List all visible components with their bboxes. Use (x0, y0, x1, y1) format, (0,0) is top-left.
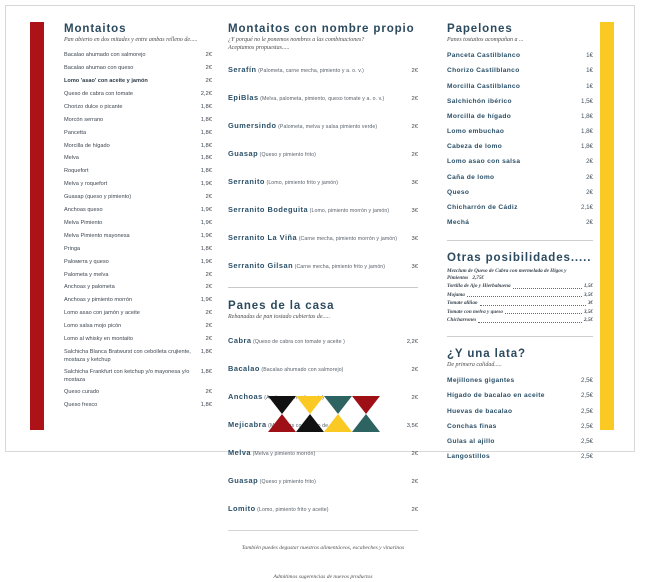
item-price: 3,5€ (583, 308, 593, 315)
logo-bowtie (352, 396, 380, 432)
item-price: 1,5€ (583, 283, 593, 290)
item-price: 2,5€ (580, 377, 593, 385)
item-name: Tortilla de Ajo y Hierbabuena (447, 283, 511, 290)
item-name: Caña de lomo (447, 173, 495, 181)
item-price: 2,5€ (580, 407, 593, 415)
papelon-row (447, 83, 593, 92)
item-lead (228, 357, 412, 378)
nombre-propio-row (228, 114, 418, 135)
triangle-up-icon (352, 414, 380, 432)
item-description: (Anchoas con salmorejo) (262, 394, 324, 401)
divider-footnote (228, 530, 418, 531)
section-otras (447, 251, 593, 324)
lata-row (447, 377, 593, 386)
item-name: Salchichón ibérico (447, 97, 512, 105)
item-price: 1,9€ (200, 219, 212, 226)
item-lead (228, 469, 412, 490)
nombre-propio-row (228, 198, 418, 219)
item-lead (228, 441, 412, 462)
item-price: 3€ (411, 207, 418, 214)
item-description: (Palometa, melva y salsa pimiento verde) (276, 123, 378, 130)
montaito-row (64, 259, 212, 267)
item-price: 2€ (586, 188, 593, 196)
papelones-subtitle: Panes tostaitos acompañan a ... (447, 37, 524, 44)
item-name: Melva y roquefort (64, 181, 108, 188)
item-price: 2,5€ (583, 317, 593, 324)
section-nombre-propio (228, 22, 418, 275)
papelon-row (447, 158, 593, 167)
item-name: Serranito Gilsan (228, 260, 294, 270)
item-name: Chicharrón de Cádiz (447, 204, 518, 212)
nombre-propio-row (228, 58, 418, 79)
otras-row (447, 283, 593, 290)
item-price: 1€ (586, 67, 593, 75)
nombre-propio-subtitle-line1: ¿Y porqué no le ponemos nombres a las combinaciones? (228, 37, 365, 44)
montaito-row (64, 233, 212, 241)
item-lead (228, 114, 412, 135)
leader-dots (467, 296, 582, 297)
triangle-down-icon (296, 396, 324, 414)
item-name: Palometa y melva (64, 271, 109, 278)
lata-row (447, 438, 593, 447)
item-name: Huevas de bacalao (447, 407, 513, 415)
item-name: Bacalao (228, 363, 260, 373)
item-name: Lomo embuchao (447, 128, 505, 136)
item-lead (228, 142, 412, 163)
item-name: Cabra (228, 335, 252, 345)
papelones-list (447, 52, 593, 228)
item-price: 1,8€ (200, 369, 212, 376)
item-price: 2€ (411, 123, 418, 130)
item-name: Melva Pimiento mayonesa (64, 232, 130, 239)
item-name: Pringa (64, 245, 81, 252)
item-name: Anchoas y palometa (64, 284, 115, 291)
item-name: Melva (228, 447, 252, 457)
column-papelones (447, 22, 593, 468)
item-price: 1,9€ (200, 297, 212, 304)
item-name: Queso curado (64, 389, 100, 396)
item-name: Tomate aliñao (447, 300, 478, 307)
item-name: Lomo salsa mojo picón (64, 323, 122, 330)
column-nombre-propio (228, 22, 418, 582)
item-price: 1,5€ (580, 97, 593, 105)
item-description: (Melva y pimiento morrón) (251, 450, 316, 457)
item-price: 2€ (205, 284, 212, 291)
item-price: 1€ (586, 82, 593, 90)
item-price: 2,5€ (580, 392, 593, 400)
papelon-row (447, 113, 593, 122)
item-lead (228, 226, 412, 247)
triangle-up-icon (268, 414, 296, 432)
item-name: Lomo al whisky en montaito (64, 336, 134, 343)
item-name: Mejillones gigantes (447, 377, 515, 385)
item-price: 1€ (586, 52, 593, 60)
logo-bowtie (296, 396, 324, 432)
pan-row (228, 329, 418, 350)
item-price: 2€ (205, 271, 212, 278)
montaito-row (64, 389, 212, 397)
item-name: Serranito Bodeguita (228, 204, 309, 214)
item-name: Serranito La Viña (228, 232, 298, 242)
montaito-row (64, 220, 212, 228)
item-description: (Carne mecha, pimiento frito y jamón) (293, 263, 386, 270)
triangle-down-icon (352, 396, 380, 414)
item-price: 1,8€ (200, 116, 212, 123)
otras-list (447, 268, 593, 325)
item-price: 2€ (411, 151, 418, 158)
item-price: 2€ (411, 95, 418, 102)
item-name: Guasap (228, 148, 259, 158)
montaito-row (64, 272, 212, 280)
item-description: (Carne mecha, pimiento morrón y jamón) (297, 235, 398, 242)
montaito-row (64, 168, 212, 176)
item-description: (Mejicanas con queso de cabra) (266, 422, 345, 429)
otras-row (447, 309, 593, 316)
item-lead (228, 254, 412, 275)
nombre-propio-subtitle (228, 37, 418, 53)
item-description: (Melva, palometa, pimiento, queso tomate y a. o. v.) (258, 95, 385, 102)
divider-lata (447, 336, 593, 337)
nombre-propio-row (228, 170, 418, 191)
item-price: 2€ (205, 323, 212, 330)
item-name: Tomate con melva y queso (447, 308, 503, 315)
item-description: (Queso de cabra con tomate y aceite ) (251, 338, 345, 345)
nombre-propio-row (228, 226, 418, 247)
item-name: Salchicha Frankfurt con ketchup y/o mayonesa y/o mostaza (64, 369, 190, 383)
papelon-row (447, 67, 593, 76)
item-description: (Palometa, carne mecha, pimiento y a. o. v.) (256, 67, 364, 74)
item-price: 3€ (411, 263, 418, 270)
montaito-row (64, 207, 212, 215)
item-name: Salchicha Blanca Bratwurst con cebolleta crujiente, mostaza y ketchup (64, 349, 191, 363)
triangle-down-icon (324, 396, 352, 414)
column-montaitos (64, 22, 212, 415)
item-price: 1,8€ (200, 142, 212, 149)
montaito-row (64, 194, 212, 202)
item-name: Panceta Castilblanco (447, 52, 521, 60)
item-price: 2€ (411, 366, 418, 373)
item-name: Conchas finas (447, 422, 497, 430)
item-price: 1,8€ (580, 128, 593, 136)
montaito-row (64, 402, 212, 410)
item-price: 1,8€ (200, 402, 212, 409)
item-lead (228, 198, 412, 219)
papelon-row (447, 204, 593, 213)
item-name: Morcilla de hígado (447, 112, 512, 120)
item-name: Chorizo Castilblanco (447, 67, 520, 75)
item-name: Paloметa y queso (64, 258, 109, 265)
right-accent-bar (600, 22, 614, 430)
nombre-propio-row (228, 254, 418, 275)
montaitos-title: Montaitos (64, 23, 127, 35)
montaitos-subtitle: Pan abierto en dos mitades y entre ambas relleno de..... (64, 37, 198, 44)
item-name: Guasap (228, 475, 259, 485)
item-name: Mejicabra (228, 419, 267, 429)
item-description: (Lomo, pimiento morrón y jamón) (308, 207, 390, 214)
item-name: Mezclum de Queso de Cabra con mermelada de Higos y Pimientos (447, 267, 567, 281)
pan-row (228, 469, 418, 490)
item-price: 2€ (411, 67, 418, 74)
pan-row (228, 497, 418, 518)
item-price: 2€ (205, 336, 212, 343)
montaito-row (64, 130, 212, 138)
nombre-propio-row (228, 142, 418, 163)
triangle-bowtie-logo (268, 396, 380, 432)
logo-bowtie (324, 396, 352, 432)
item-name: Mojama (447, 291, 465, 298)
item-name: Morcilla Castilblanco (447, 82, 521, 90)
montaito-row (64, 104, 212, 112)
item-name: Anchoas y pimiento morrón (64, 297, 133, 304)
item-name: Chorizo dulce o picante (64, 103, 123, 110)
item-price: 2€ (586, 158, 593, 166)
left-accent-bar (30, 22, 44, 430)
item-name: Serafín (228, 64, 257, 74)
item-price: 2€ (205, 310, 212, 317)
item-name: Lomito (228, 503, 256, 513)
leader-dots (513, 288, 582, 289)
item-lead (228, 58, 412, 79)
item-name: Langostillos (447, 453, 491, 461)
montaito-row (64, 181, 212, 189)
item-price: 2€ (411, 450, 418, 457)
item-name: Bacalao ahumado con salmorejo (64, 52, 146, 59)
papelon-row (447, 128, 593, 137)
item-description: (Lomo, pimiento frito y aceite) (255, 506, 329, 513)
montaito-row (64, 78, 212, 86)
item-price: 1,8€ (200, 103, 212, 110)
item-name: Queso (447, 188, 470, 196)
item-name: Cabeza de lomo (447, 143, 503, 151)
item-price: 1,9€ (200, 207, 212, 214)
item-name: Gumersindo (228, 120, 277, 130)
nombre-propio-subtitle-line2: Aceptamos propuestas..... (228, 45, 290, 52)
papelon-row (447, 174, 593, 183)
item-name: Lomo 'asao' con aceite y jamón (64, 77, 148, 84)
triangle-up-icon (296, 414, 324, 432)
item-price: 1,8€ (200, 155, 212, 162)
item-price: 2€ (205, 194, 212, 201)
panes-footnote-2: Admitimos sugerencias de nuevos productos (273, 574, 373, 581)
nombre-propio-title: Montaitos con nombre propio (228, 23, 415, 35)
item-name: Guasap (queso y pimiento) (64, 194, 132, 201)
item-name: Bacalao ahumao con queso (64, 65, 134, 72)
triangle-up-icon (324, 414, 352, 432)
lata-list (447, 377, 593, 462)
lata-title: ¿Y una lata? (447, 348, 526, 361)
leader-dots (505, 313, 582, 314)
papelon-row (447, 219, 593, 228)
montaito-row (64, 349, 212, 364)
item-price: 3,5€ (406, 422, 418, 429)
panes-subtitle: Rebanadas de pan tostado cubiertas de..... (228, 314, 330, 321)
nombre-propio-row (228, 86, 418, 107)
papelones-title: Papelones (447, 23, 513, 35)
montaito-row (64, 297, 212, 305)
item-lead (228, 497, 412, 518)
otras-title: Otras posibilidades..... (447, 252, 592, 265)
item-name: Pancetta (64, 129, 87, 136)
triangle-down-icon (268, 396, 296, 414)
item-price: 2,2€ (200, 90, 212, 97)
item-lead (228, 170, 412, 191)
item-price: 2,5€ (580, 438, 593, 446)
montaito-row (64, 323, 212, 331)
lata-subtitle: De primera calidad..... (447, 362, 502, 369)
montaitos-list (64, 52, 212, 410)
item-name: Melva Pimiento (64, 219, 103, 226)
item-name: Morcón serrano (64, 116, 104, 123)
montaito-row (64, 246, 212, 254)
panes-footnote-1: También puedes degustar nuestros alimentáceos, escabeches y vinarinos (241, 544, 405, 551)
item-price: 1,8€ (200, 168, 212, 175)
item-price: 2€ (411, 506, 418, 513)
item-name: Chicharrones (447, 317, 477, 324)
montaito-row (64, 284, 212, 292)
lata-row (447, 408, 593, 417)
panes-title: Panes de la casa (228, 299, 335, 312)
papelon-row (447, 143, 593, 152)
item-name: Anchoas (228, 391, 263, 401)
item-price: 1,8€ (200, 129, 212, 136)
item-description: (Lomo, pimiento frito y jamón) (264, 179, 339, 186)
pan-row (228, 441, 418, 462)
item-description: (Queso y pimiento frito) (258, 151, 316, 158)
lata-row (447, 392, 593, 401)
leader-dots (478, 322, 582, 323)
item-price: 2,75€ (472, 274, 484, 281)
lata-row (447, 423, 593, 432)
otras-row (447, 317, 593, 324)
papelon-row (447, 98, 593, 107)
montaito-row (64, 91, 212, 99)
papelon-row (447, 189, 593, 198)
item-name: Lomo asao con jamón y aceite (64, 310, 140, 317)
montaito-row (64, 65, 212, 73)
item-name: Melva (64, 155, 79, 162)
item-price: 2€ (205, 389, 212, 396)
item-price: 2€ (205, 65, 212, 72)
divider-otras (447, 240, 593, 241)
item-name: EpiBlas (228, 92, 259, 102)
item-price: 1,9€ (200, 232, 212, 239)
item-price: 2,5€ (580, 422, 593, 430)
item-price: 2€ (205, 77, 212, 84)
item-price: 2€ (411, 478, 418, 485)
item-name: Queso fresco (64, 402, 98, 409)
item-price: 1,8€ (580, 112, 593, 120)
section-lata (447, 347, 593, 462)
lata-row (447, 453, 593, 462)
logo-bowtie (268, 396, 296, 432)
item-lead (228, 86, 412, 107)
otras-row (447, 292, 593, 299)
item-name: Queso de cabra con tomate (64, 90, 134, 97)
item-price: 2€ (205, 52, 212, 59)
item-name: Lomo asao con salsa (447, 158, 521, 166)
item-lead (228, 329, 407, 350)
item-price: 1,8€ (200, 245, 212, 252)
montaito-row (64, 369, 212, 384)
item-price: 2€ (411, 394, 418, 401)
item-name: Anchoas queso (64, 207, 103, 214)
montaito-row (64, 155, 212, 163)
item-description: (Queso y pimiento frito) (258, 478, 316, 485)
item-price: 1,8€ (200, 349, 212, 356)
item-description: (Bacalao ahumado con salmorejo) (259, 366, 344, 373)
item-price: 2,2€ (406, 338, 418, 345)
section-montaitos (64, 22, 212, 410)
item-price: 2,5€ (580, 453, 593, 461)
montaito-row (64, 310, 212, 318)
item-name: Gulas al ajillo (447, 438, 495, 446)
montaito-row (64, 336, 212, 344)
divider-panes (228, 287, 418, 288)
item-price: 2€ (586, 219, 593, 227)
item-price: 3,5€ (583, 291, 593, 298)
montaito-row (64, 52, 212, 60)
item-price: 3€ (411, 179, 418, 186)
montaito-row (64, 117, 212, 125)
montaito-row (64, 143, 212, 151)
item-name: Hígado de bacalao en aceite (447, 392, 545, 400)
nombre-propio-list (228, 58, 418, 275)
item-name: Morcilla de hígado (64, 142, 110, 149)
item-name: Serranito (228, 176, 265, 186)
item-price: 3€ (587, 300, 593, 307)
item-price: 3€ (411, 235, 418, 242)
pan-row (228, 357, 418, 378)
item-price: 1,9€ (200, 181, 212, 188)
section-papelones (447, 22, 593, 228)
papelon-row (447, 52, 593, 61)
otras-row (447, 300, 593, 307)
item-price: 2,1€ (580, 204, 593, 212)
item-name: Mechá (447, 219, 470, 227)
item-price: 1,8€ (580, 143, 593, 151)
item-price: 2€ (586, 173, 593, 181)
leader-dots (480, 305, 586, 306)
item-price: 1,9€ (200, 258, 212, 265)
otras-row (447, 268, 593, 282)
item-name: Roquefort (64, 168, 89, 175)
